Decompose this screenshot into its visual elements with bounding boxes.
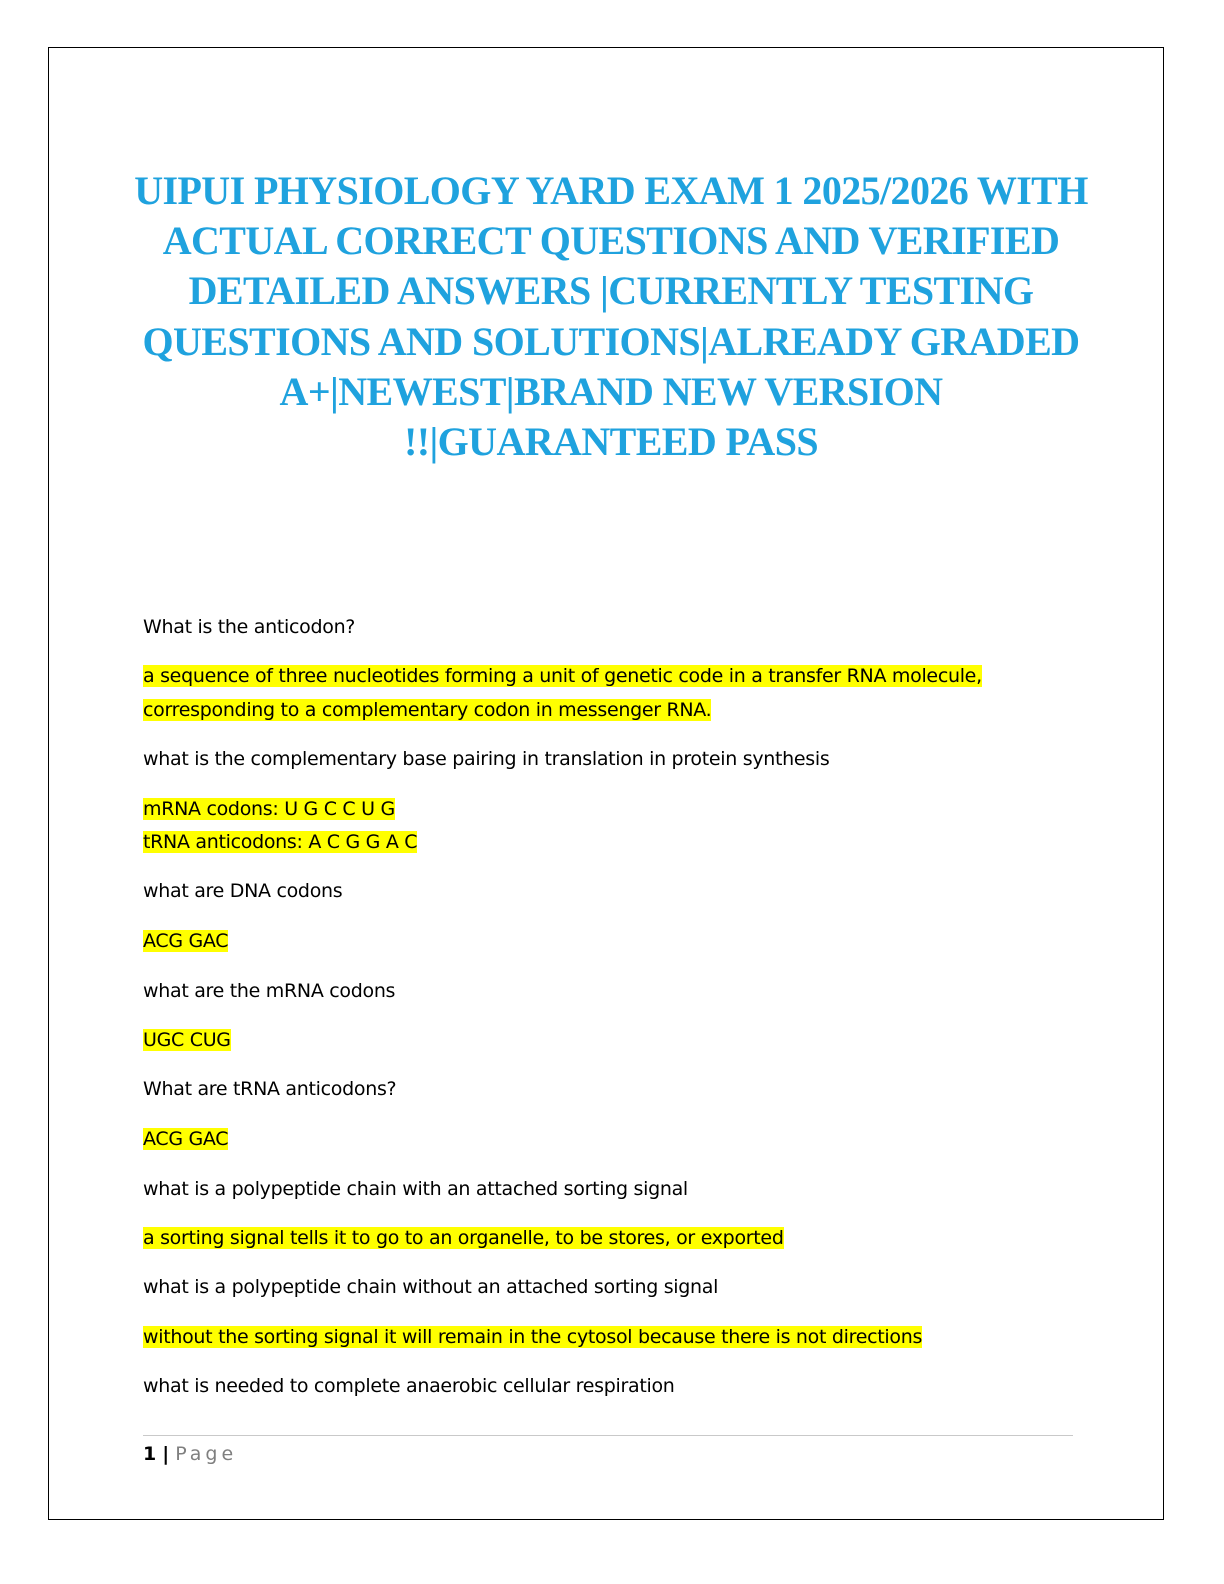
answer-highlight: tRNA anticodons: A C G G A C xyxy=(143,831,418,853)
answer-base-pairing-line-2 xyxy=(143,826,417,859)
answer-anticodon-line-2 xyxy=(143,694,711,727)
answer-highlight: a sorting signal tells it to go to an organelle, to be stores, or exported xyxy=(143,1227,784,1249)
answer-base-pairing-line-1 xyxy=(143,793,395,826)
question-without-sorting-signal: what is a polypeptide chain without an attached sorting signal xyxy=(143,1276,719,1298)
answer-highlight: corresponding to a complementary codon in messenger RNA. xyxy=(143,699,712,721)
answer-highlight: mRNA codons: U G C C U G xyxy=(143,798,395,820)
answer-highlight: a sequence of three nucleotides forming a unit of genetic code in a transfer RNA molecule, xyxy=(143,665,982,687)
question-dna-codons: what are DNA codons xyxy=(143,880,343,902)
question-mrna-codons: what are the mRNA codons xyxy=(143,980,396,1002)
question-base-pairing: what is the complementary base pairing in translation in protein synthesis xyxy=(143,748,830,770)
answer-highlight: UGC CUG xyxy=(143,1029,231,1051)
footer-rule xyxy=(143,1435,1073,1436)
question-anticodon: What is the anticodon? xyxy=(143,616,356,638)
question-with-sorting-signal: what is a polypeptide chain with an attached sorting signal xyxy=(143,1178,688,1200)
answer-highlight: ACG GAC xyxy=(143,1128,229,1150)
page-footer xyxy=(143,1440,237,1468)
answer-highlight: without the sorting signal it will remain in the cytosol because there is not directions xyxy=(143,1326,923,1348)
answer-highlight: ACG GAC xyxy=(143,930,229,952)
page-number: 1 xyxy=(143,1443,157,1465)
answer-anticodon-line-1 xyxy=(143,660,982,693)
question-anaerobic-respiration: what is needed to complete anaerobic cellular respiration xyxy=(143,1375,675,1397)
answer-trna-anticodons xyxy=(143,1123,228,1156)
answer-mrna-codons xyxy=(143,1024,231,1057)
answer-without-sorting-signal xyxy=(143,1321,922,1354)
answer-dna-codons xyxy=(143,925,228,958)
document-title: UIPUI PHYSIOLOGY YARD EXAM 1 2025/2026 WITH ACTUAL CORRECT QUESTIONS AND VERIFIED DETAILED ANSWERS |CURRENTLY TESTING QUESTIONS AND SOLUTIONS|ALREADY GRADED A+|NEWEST|BRAND NEW VERSION !!|GUARANTEED PASS xyxy=(134,168,1088,465)
footer-separator: | xyxy=(162,1443,170,1465)
answer-with-sorting-signal xyxy=(143,1222,784,1255)
question-trna-anticodons: What are tRNA anticodons? xyxy=(143,1078,397,1100)
page-label: Page xyxy=(175,1443,238,1465)
